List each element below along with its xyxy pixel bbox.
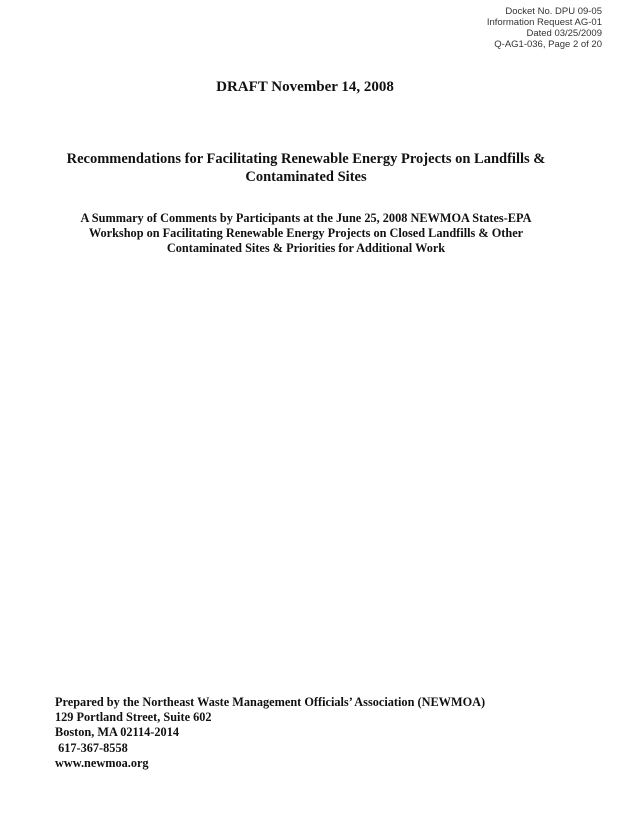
information-request: Information Request AG-01 (486, 17, 602, 28)
street-address: 129 Portland Street, Suite 602 (55, 710, 212, 725)
phone-number: 617-367-8558 (55, 740, 128, 755)
prepared-by: Prepared by the Northeast Waste Management Officials’ Association (NEWMOA) (55, 695, 486, 709)
title-line: Contaminated Sites (245, 169, 367, 185)
subtitle-line: Workshop on Facilitating Renewable Energy Projects on Closed Landfills & Other (88, 226, 524, 240)
city-state-zip: Boston, MA 02114-2014 (55, 725, 180, 740)
draft-date: DRAFT November 14, 2008 (216, 79, 394, 95)
document-title (0, 150, 612, 186)
subtitle-line: A Summary of Comments by Participants at the June 25, 2008 NEWMOA States-EPA (80, 211, 532, 225)
preparer-info (55, 695, 485, 771)
dated: Dated 03/25/2009 (526, 28, 602, 39)
title-line: Recommendations for Facilitating Renewable Energy Projects on Landfills & (66, 151, 546, 167)
page-number: Q-AG1-036, Page 2 of 20 (494, 39, 602, 50)
website: www.newmoa.org (55, 755, 149, 770)
docket-header (487, 6, 602, 50)
docket-number: Docket No. DPU 09-05 (505, 6, 602, 17)
subtitle-line: Contaminated Sites & Priorities for Additional Work (166, 241, 446, 255)
document-subtitle (0, 211, 612, 256)
